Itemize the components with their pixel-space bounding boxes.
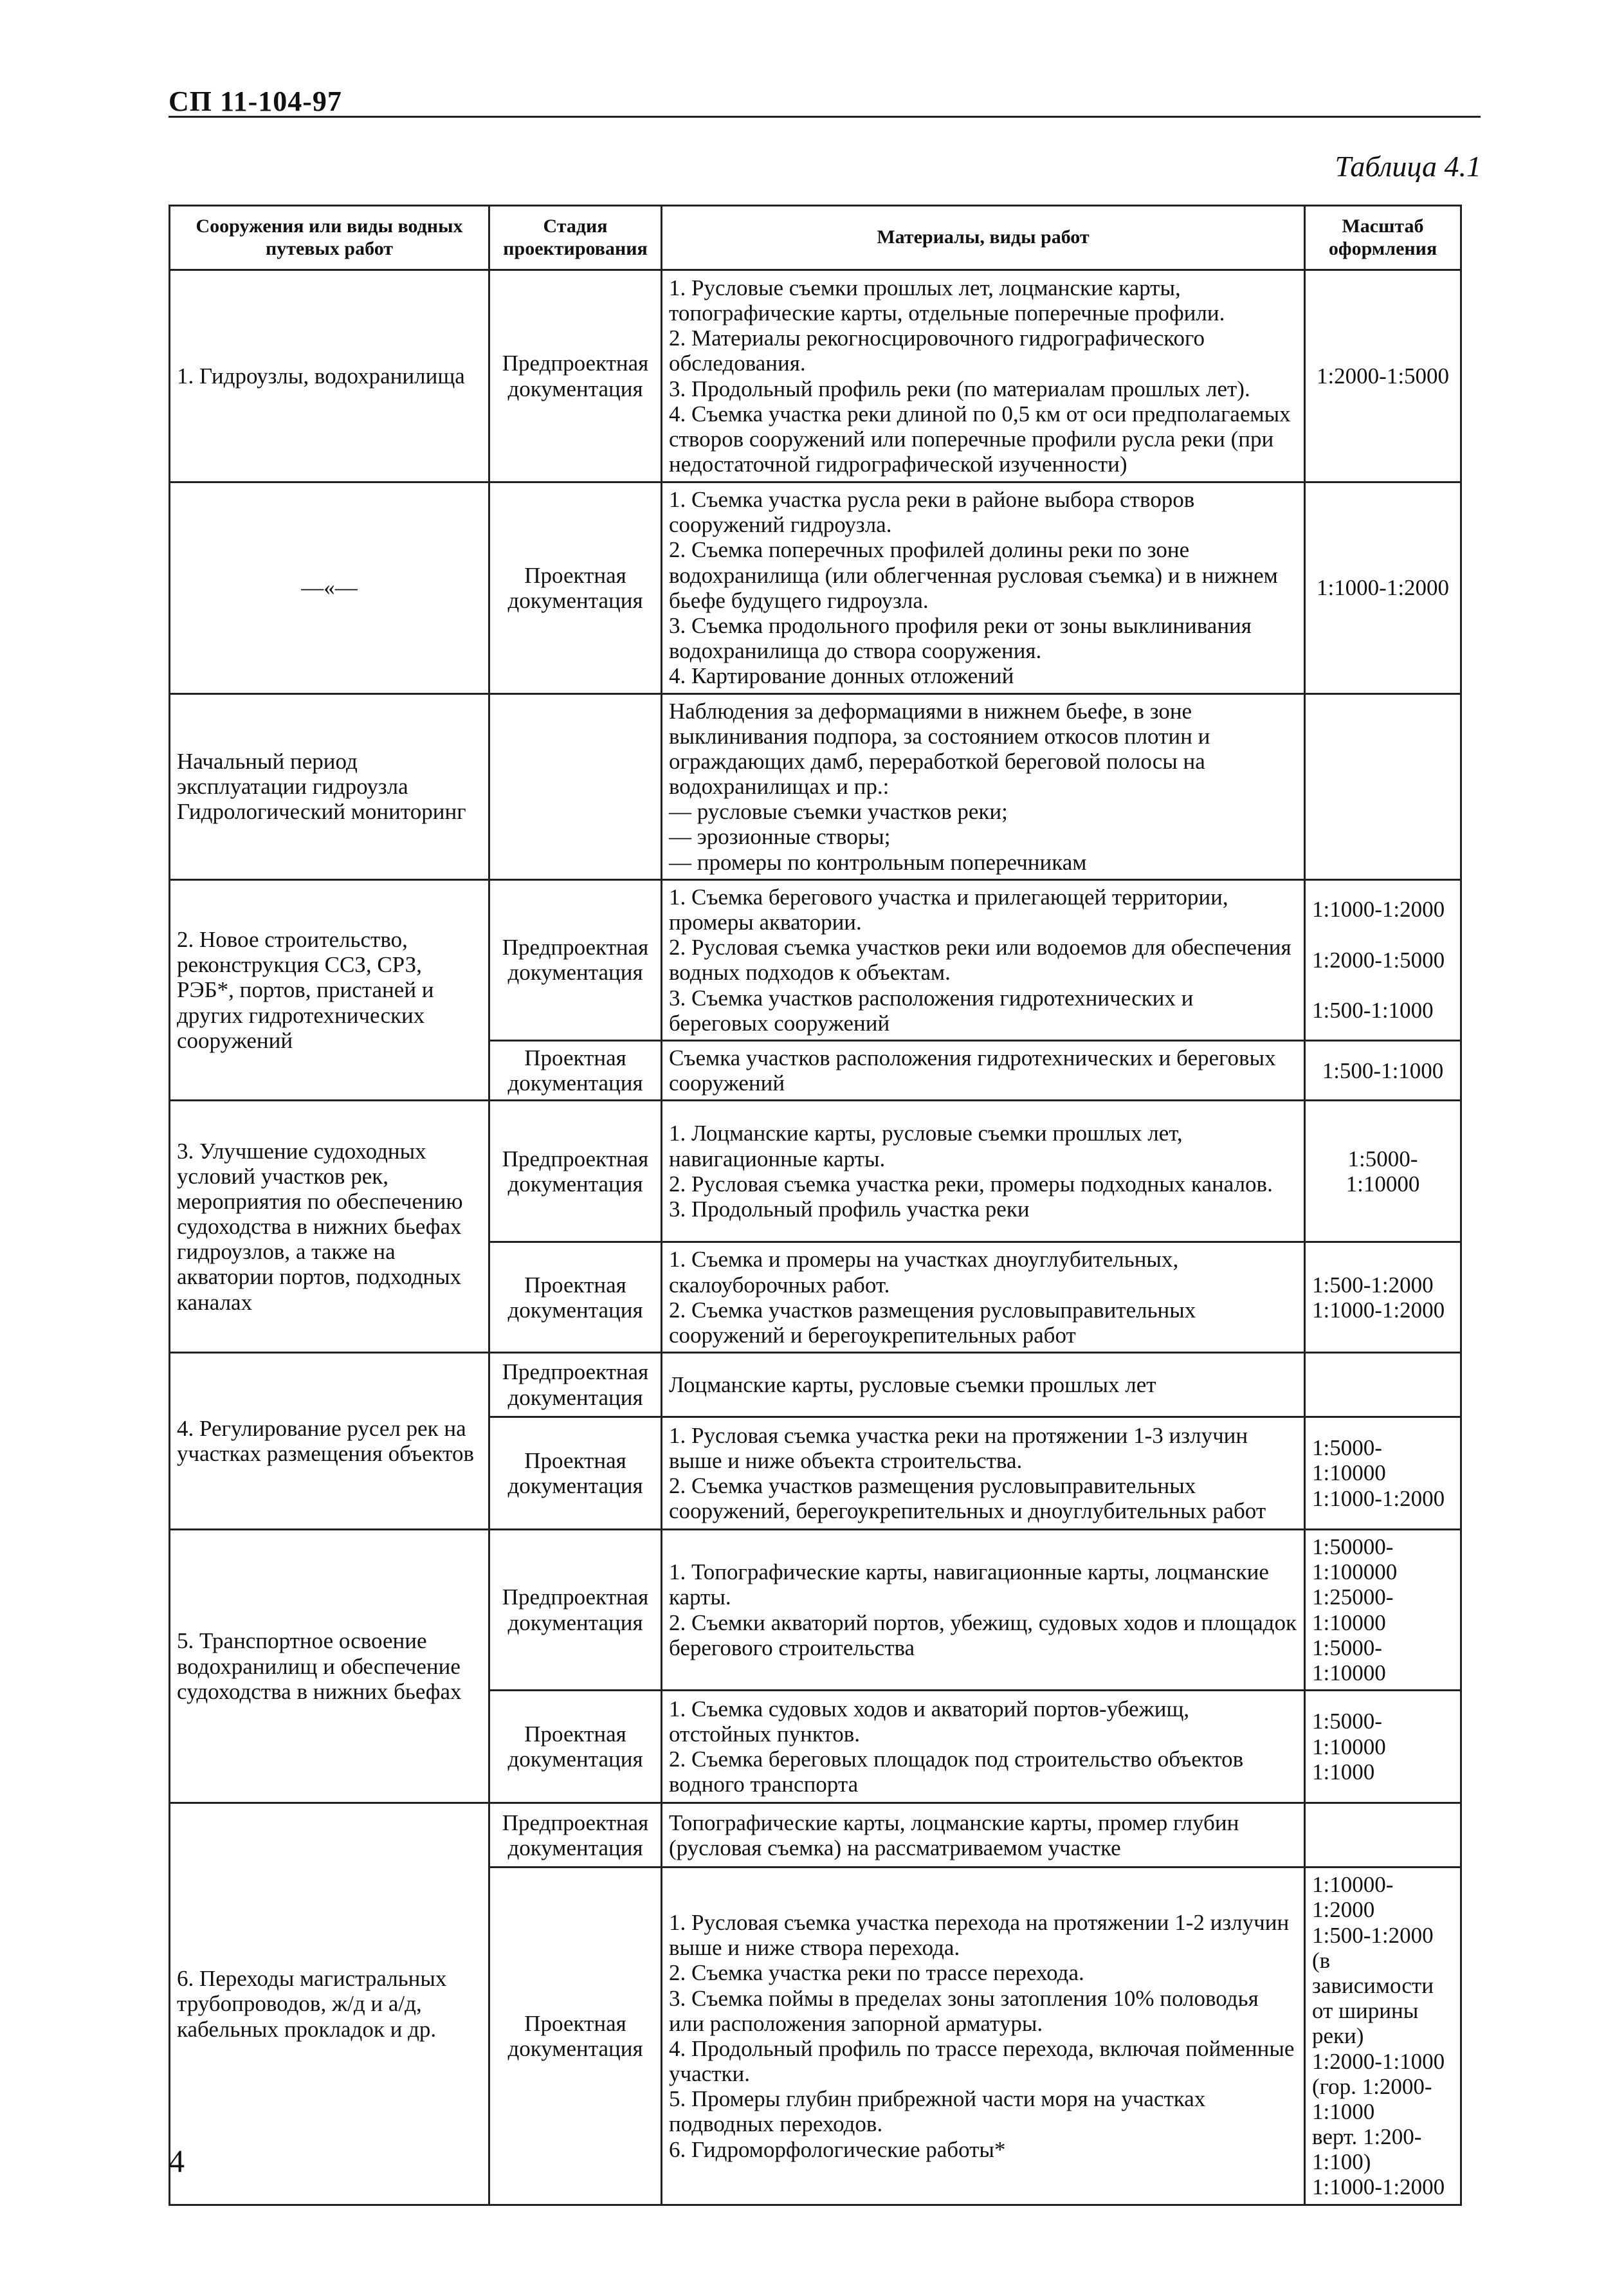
table-row [170, 482, 1461, 694]
scale-text: 1:500-1:2000 1:1000-1:2000 [1312, 1272, 1445, 1323]
scale-cell: 1:1000-1:2000 [1305, 482, 1461, 694]
stage-cell: Проектная документация [489, 1691, 662, 1803]
material-line: 1. Русловая съемка участка перехода на протяжении 1-2 излучин выше и ниже створа перехода. [669, 1909, 1290, 1961]
scale-cell [1305, 1242, 1461, 1353]
materials-cell [662, 1691, 1305, 1803]
scale-text: 1:5000-1:10000 1:1000-1:2000 [1312, 1435, 1445, 1511]
materials-cell [662, 1040, 1305, 1100]
stage-cell: Предпроектная документация [489, 1353, 662, 1417]
materials-cell [662, 1530, 1305, 1691]
materials-cell [662, 1353, 1305, 1417]
scale-cell: 1:2000-1:5000 [1305, 270, 1461, 482]
materials-cell [662, 1101, 1305, 1242]
table-caption: Таблица 4.1 [1335, 150, 1481, 183]
stage-cell: Проектная документация [489, 1417, 662, 1530]
material-line: 1. Русловые съемки прошлых лет, лоцманские карты, топографические карты, отдельные поперечные профили. [669, 275, 1225, 326]
scale-cell [1305, 693, 1461, 879]
material-line: 1. Русловая съемка участка реки на протяжении 1-3 излучин выше и ниже объекта строительства. [669, 1422, 1248, 1473]
scale-text: 1:5000-1:10000 1:1000 [1312, 1709, 1386, 1785]
object-cell: 2. Новое строительство, реконструкция ССЗ, СРЗ, РЭБ*, портов, пристаней и других гидротехнических сооружений [170, 879, 489, 1101]
header-object: Сооружения или виды водных путевых работ [170, 206, 489, 270]
header-stage: Стадия проектирования [489, 206, 662, 270]
object-cell: 1. Гидроузлы, водохранилища [170, 270, 489, 482]
stage-cell: Проектная документация [489, 1040, 662, 1100]
material-line: 1. Съемка берегового участка и прилегающей территории, промеры акватории. [669, 884, 1228, 935]
materials-cell [662, 1417, 1305, 1530]
scale-text: 1:1000-1:2000 1:2000-1:5000 1:500-1:1000 [1312, 897, 1445, 1023]
materials-cell [662, 1803, 1305, 1868]
material-line: 2. Материалы рекогносцировочного гидрографического обследования. [669, 326, 1205, 376]
scale-text: 1:50000- 1:100000 1:25000-1:10000 1:5000-1:10000 [1312, 1534, 1398, 1685]
material-line: 4. Продольный профиль по трассе перехода, включая пойменные участки. [669, 2035, 1295, 2087]
material-line: 2. Съемка участка реки по трассе перехода. [669, 1960, 1084, 1986]
header-rule [169, 116, 1481, 118]
material-line: 1. Топографические карты, навигационные карты, лоцманские карты. [669, 1559, 1269, 1610]
stage-cell: Проектная документация [489, 1868, 662, 2205]
scale-cell [1305, 1868, 1461, 2205]
material-line: 1. Съемка участка русла реки в районе выбора створов сооружений гидроузла. [669, 487, 1195, 538]
scale-text: 1:10000-1:2000 1:500-1:2000 (в зависимости от ширины реки) 1:2000-1:1000 (гор. 1:2000-1:1000 верт. 1:200-1:100) 1:1000-1:2000 [1312, 1872, 1445, 2200]
materials-cell [662, 1868, 1305, 2205]
material-line: 5. Промеры глубин прибрежной части моря на участках подводных переходов. [669, 2086, 1206, 2137]
scale-cell [1305, 1803, 1461, 1868]
stage-cell: Предпроектная документация [489, 1101, 662, 1242]
stage-cell: Предпроектная документация [489, 270, 662, 482]
material-line: 2. Съемка береговых площадок под строительство объектов водного транспорта [669, 1747, 1244, 1797]
requirements-table [169, 205, 1462, 2206]
material-line: 1. Съемка судовых ходов и акваторий портов-убежищ, отстойных пунктов. [669, 1696, 1190, 1747]
material-line: Топографические карты, лоцманские карты, промер глубин (русловая съемка) на рассматриваемом участке [669, 1810, 1239, 1860]
materials-cell [662, 1242, 1305, 1353]
scale-cell [1305, 1691, 1461, 1803]
material-line: 6. Гидроморфологические работы* [669, 2136, 1006, 2162]
material-line: — промеры по контрольным поперечникам [669, 849, 1087, 875]
object-cell: 3. Улучшение судоходных условий участков рек, мероприятия по обеспечению судоходства в нижних бьефах гидроузлов, а также на акватории портов, подходных каналах [170, 1101, 489, 1353]
material-line: Съемка участков расположения гидротехнических и береговых сооружений [669, 1045, 1276, 1096]
materials-cell [662, 482, 1305, 694]
stage-cell: Предпроектная документация [489, 1530, 662, 1691]
table-header-row [170, 206, 1461, 270]
material-line: 3. Съемка поймы в пределах зоны затопления 10% половодья или расположения запорной арматуры. [669, 1985, 1259, 2036]
material-line: 3. Съемка участков расположения гидротехнических и береговых сооружений [669, 985, 1194, 1036]
header-scale: Масштаб оформления [1305, 206, 1461, 270]
table-row [170, 1530, 1461, 1691]
scale-cell [1305, 1417, 1461, 1530]
stage-cell [489, 693, 662, 879]
scale-cell [1305, 1530, 1461, 1691]
header-materials: Материалы, виды работ [662, 206, 1305, 270]
table-row [170, 879, 1461, 1040]
stage-cell: Предпроектная документация [489, 1803, 662, 1868]
table-row [170, 1353, 1461, 1417]
material-line: 2. Съемка участков размещения русловыправительных сооружений и берегоукрепительных работ [669, 1297, 1196, 1348]
document-code: СП 11-104-97 [169, 86, 342, 117]
table-row [170, 1101, 1461, 1242]
object-cell: 4. Регулирование русел рек на участках размещения объектов [170, 1353, 489, 1530]
material-line: 1. Съемка и промеры на участках дноуглубительных, скалоуборочных работ. [669, 1247, 1179, 1298]
scale-cell: 1:5000-1:10000 [1305, 1101, 1461, 1242]
scale-cell [1305, 879, 1461, 1040]
material-line: 3. Продольный профиль участка реки [669, 1197, 1030, 1222]
object-cell: 6. Переходы магистральных трубопроводов, ж/д и а/д, кабельных прокладок и др. [170, 1803, 489, 2205]
materials-cell [662, 879, 1305, 1040]
material-line: 4. Картирование донных отложений [669, 663, 1014, 689]
material-line: 3. Съемка продольного профиля реки от зоны выклинивания водохранилища до створа сооружения. [669, 612, 1252, 664]
material-line: — русловые съемки участков реки; [669, 799, 1008, 825]
object-cell: 5. Транспортное освоение водохранилищ и обеспечение судоходства в нижних бьефах [170, 1530, 489, 1803]
stage-cell: Предпроектная документация [489, 879, 662, 1040]
stage-cell: Проектная документация [489, 482, 662, 694]
material-line: 2. Съемка участков размещения русловыправительных сооружений, берегоукрепительных и дноуглубительных работ [669, 1473, 1266, 1524]
material-line: 3. Продольный профиль реки (по материалам прошлых лет). [669, 376, 1250, 401]
material-line: 2. Русловая съемка участков реки или водоемов для обеспечения водных подходов к объектам. [669, 935, 1291, 986]
table-row [170, 270, 1461, 482]
materials-cell [662, 270, 1305, 482]
material-line: Наблюдения за деформациями в нижнем бьефе, в зоне выклинивания подпора, за состоянием откосов плотин и ограждающих дамб, переработкой береговой полосы на водохранилищах и пр.: [669, 698, 1210, 800]
page-number: 4 [169, 2143, 185, 2179]
material-line: 2. Съемки акваторий портов, убежищ, судовых ходов и площадок берегового строительства [669, 1610, 1297, 1660]
material-line: 2. Съемка поперечных профилей долины реки по зоне водохранилища (или облегченная русловая съемка) и в нижнем бьефе будущего гидроузла. [669, 537, 1278, 613]
table-row [170, 693, 1461, 879]
object-cell: Начальный период эксплуатации гидроузла Гидрологический мониторинг [170, 693, 489, 879]
materials-cell [662, 693, 1305, 879]
scale-cell [1305, 1353, 1461, 1417]
material-line: 2. Русловая съемка участка реки, промеры подходных каналов. [669, 1171, 1273, 1197]
material-line: — эрозионные створы; [669, 824, 891, 850]
material-line: 4. Съемка участка реки длиной по 0,5 км от оси предполагаемых створов сооружений или поперечные профили русла реки (при недостаточной гидрографической изученности) [669, 401, 1291, 477]
scale-cell: 1:500-1:1000 [1305, 1040, 1461, 1100]
stage-cell: Проектная документация [489, 1242, 662, 1353]
material-line: Лоцманские карты, русловые съемки прошлых лет [669, 1372, 1156, 1397]
object-cell: —«— [170, 482, 489, 694]
table-row [170, 1803, 1461, 1868]
material-line: 1. Лоцманские карты, русловые съемки прошлых лет, навигационные карты. [669, 1121, 1183, 1171]
